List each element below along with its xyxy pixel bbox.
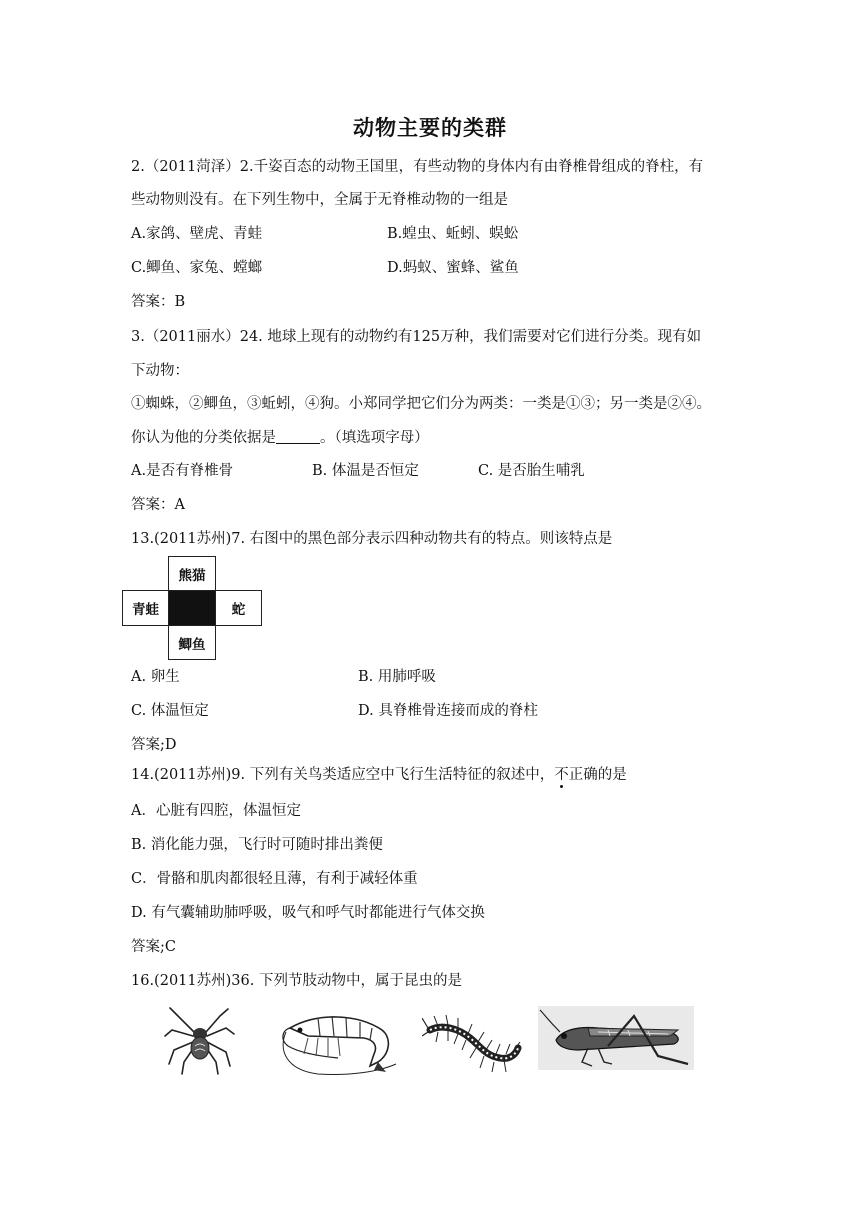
grid-cell-left: 青蛙	[122, 590, 169, 626]
q16-stem: 16.(2011苏州)36. 下列节肢动物中，属于昆虫的是	[131, 973, 462, 989]
q2-option-a: A.家鸽、壁虎、青蛙	[131, 226, 263, 242]
q13-option-b: B. 用肺呼吸	[358, 669, 436, 685]
q2-answer: 答案：B	[131, 294, 186, 310]
q3-option-c: C. 是否胎生哺乳	[478, 463, 585, 479]
animal-grid-diagram	[122, 556, 262, 660]
grid-cell-top: 熊猫	[168, 556, 216, 591]
q13-stem: 13.(2011苏州)7. 右图中的黑色部分表示四种动物共有的特点。则该特点是	[131, 531, 613, 547]
q13-option-a: A. 卵生	[131, 669, 180, 685]
q3-stem-line4-post: 。（填选项字母）	[320, 430, 429, 446]
q13-answer: 答案;D	[131, 737, 177, 753]
q14-option-c: C．骨骼和肌肉都很轻且薄，有利于减轻体重	[131, 871, 418, 887]
q3-stem-line4	[131, 428, 429, 448]
q3-stem-line1: 3.（2011丽水）24. 地球上现有的动物约有125万种，我们需要对它们进行分类。现有如	[131, 329, 702, 345]
q14-emphasis-not: 不	[554, 767, 569, 783]
q2-stem-line1: 2.（2011菏泽）2.千姿百态的动物王国里，有些动物的身体内有由脊椎骨组成的脊柱，有	[131, 159, 704, 175]
q2-option-c: C.鲫鱼、家兔、螳螂	[131, 260, 263, 276]
arthropod-images	[150, 1000, 710, 1090]
q13-option-c: C. 体温恒定	[131, 703, 209, 719]
q2-option-b: B.蝗虫、蚯蚓、蜈蚣	[387, 226, 519, 242]
q2-stem-line2: 些动物则没有。在下列生物中，全属于无脊椎动物的一组是	[131, 192, 508, 208]
shrimp-icon	[278, 1010, 398, 1078]
q14-stem	[131, 765, 627, 785]
grid-cell-bottom: 鲫鱼	[168, 625, 216, 660]
page-title: 动物主要的类群	[353, 116, 507, 140]
q13-option-d: D. 具脊椎骨连接而成的脊柱	[358, 703, 538, 719]
q14-option-b: B. 消化能力强，飞行时可随时排出粪便	[131, 837, 383, 853]
spider-icon	[164, 1006, 236, 1076]
q3-stem-line4-pre: 你认为他的分类依据是	[131, 430, 276, 446]
q14-answer: 答案;C	[131, 939, 176, 955]
q14-option-d: D. 有气囊辅助肺呼吸，吸气和呼气时都能进行气体交换	[131, 905, 485, 921]
q14-stem-post: 正确的是	[568, 767, 627, 783]
q3-answer: 答案：A	[131, 497, 185, 513]
q3-option-a: A.是否有脊椎骨	[131, 463, 234, 479]
q2-option-d: D.蚂蚁、蜜蜂、鲨鱼	[387, 260, 519, 276]
q14-stem-pre: 14.(2011苏州)9. 下列有关鸟类适应空中飞行生活特征的叙述中，	[131, 767, 555, 783]
q3-stem-line3: ①蜘蛛，②鲫鱼，③蚯蚓，④狗。小郑同学把它们分为两类：一类是①③；另一类是②④。	[131, 396, 711, 412]
q3-option-b: B. 体温是否恒定	[312, 463, 419, 479]
q14-option-a: A．心脏有四腔，体温恒定	[131, 803, 301, 819]
q3-stem-line2: 下动物：	[131, 363, 189, 379]
grasshopper-icon	[538, 1006, 694, 1070]
grid-cell-right: 蛇	[215, 590, 262, 626]
grid-cell-center-shared	[168, 590, 216, 626]
answer-blank	[276, 429, 320, 444]
centipede-icon	[422, 1010, 522, 1076]
